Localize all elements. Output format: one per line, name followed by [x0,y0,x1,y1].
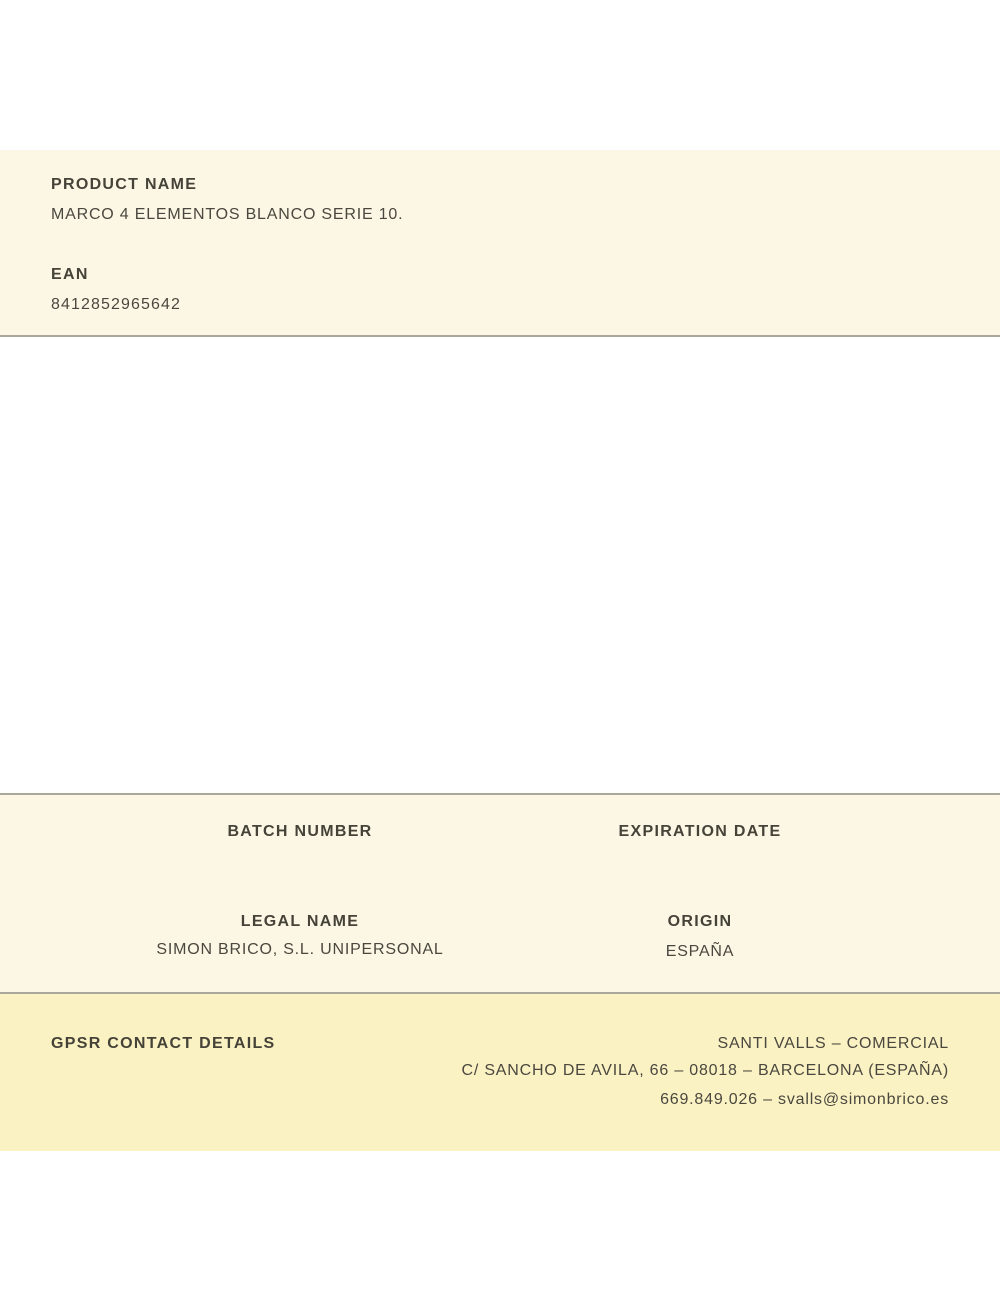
gpsr-contact-section [0,994,1000,1151]
product-name-value: MARCO 4 ELEMENTOS BLANCO SERIE 10. [51,206,404,223]
gpsr-contact-title: GPSR CONTACT DETAILS [51,1035,276,1052]
origin-label: ORIGIN [667,913,733,930]
expiration-date-label: EXPIRATION DATE [618,823,782,840]
origin-value: ESPAÑA [665,943,735,960]
ean-label: EAN [51,266,89,283]
details-section [0,793,1000,994]
gpsr-contact-phone-email: 669.849.026 – svalls@simonbrico.es [660,1091,949,1108]
gpsr-contact-name: SANTI VALLS – COMERCIAL [717,1035,949,1052]
product-section [0,150,1000,337]
gpsr-contact-address: C/ SANCHO DE AVILA, 66 – 08018 – BARCELONA (ESPAÑA) [461,1062,949,1079]
legal-name-label: LEGAL NAME [240,913,360,930]
batch-number-label: BATCH NUMBER [227,823,373,840]
ean-value: 8412852965642 [51,296,181,313]
legal-name-value: SIMON BRICO, S.L. UNIPERSONAL [156,941,444,958]
product-name-label: PRODUCT NAME [51,176,198,193]
